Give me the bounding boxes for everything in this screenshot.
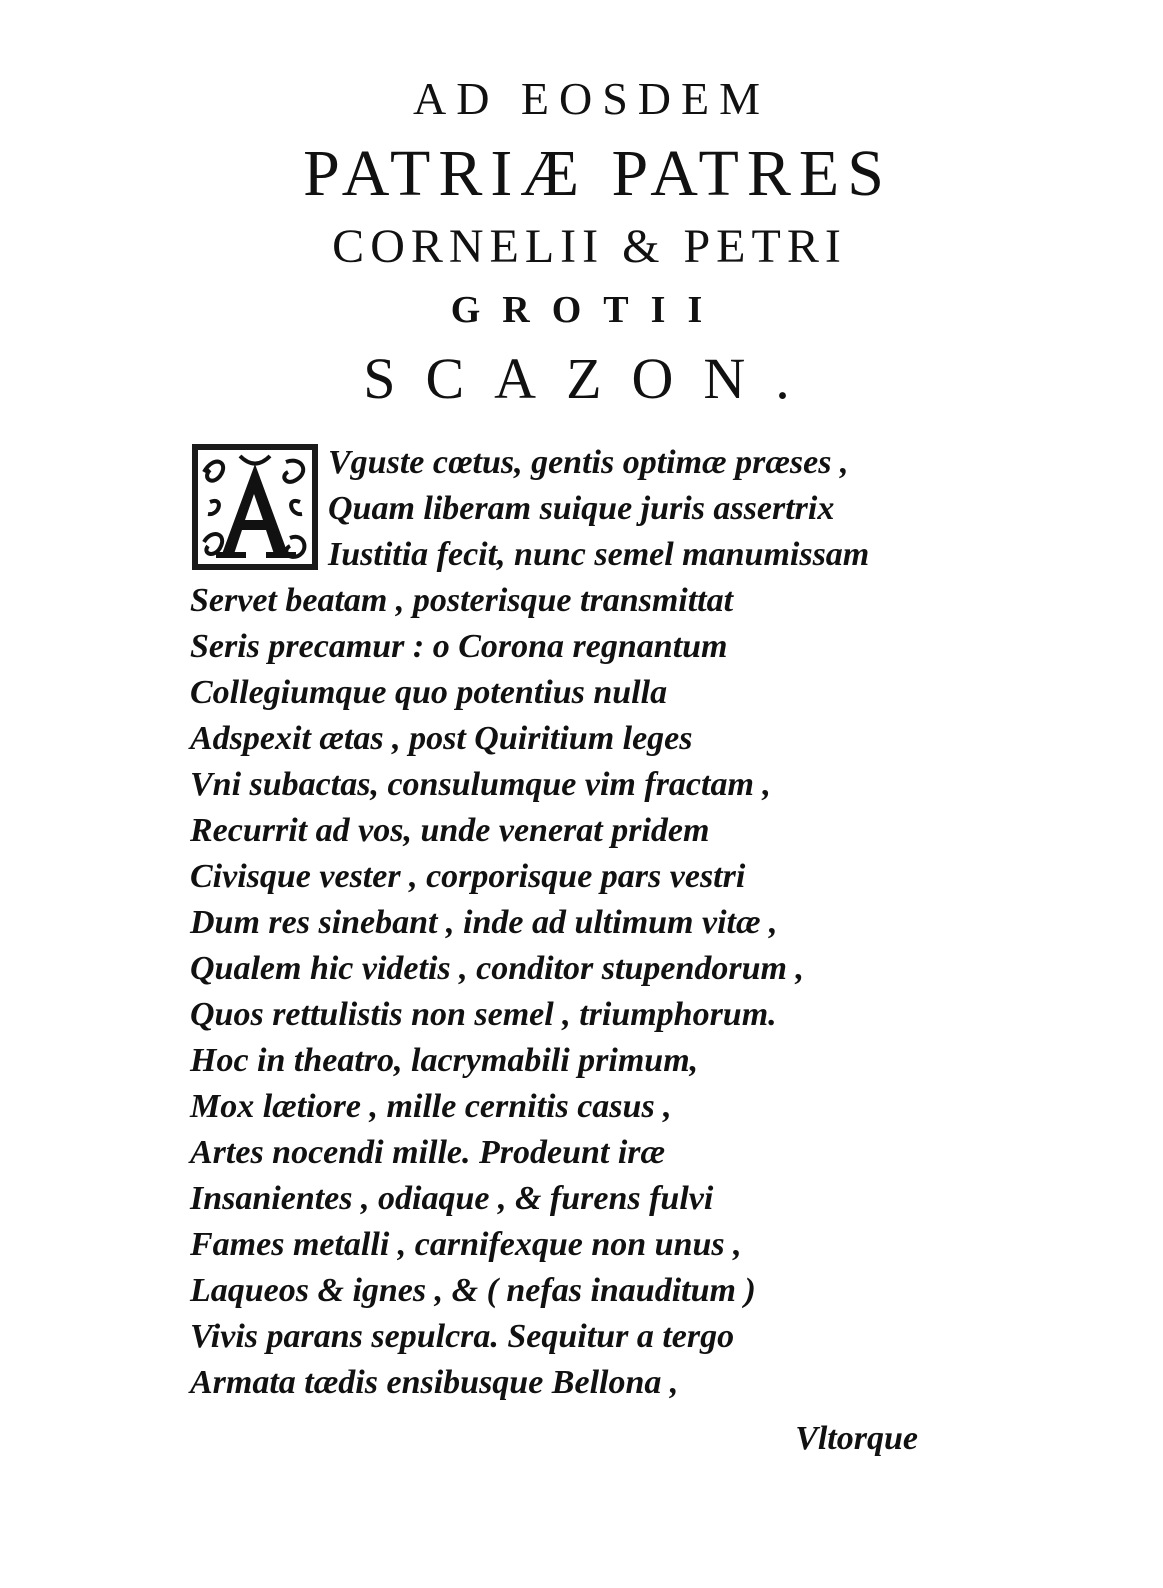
heading-line-4: GROTII [450, 289, 725, 331]
catchword: Vltorque [795, 1420, 918, 1457]
poem-line: Armata tædis ensibusque Bellona , [190, 1364, 679, 1401]
poem-line: Qualem hic videtis , conditor stupendorum , [190, 950, 804, 987]
heading-line-2: PATRIÆ PATRES [303, 137, 892, 210]
poem-line: Seris precamur : o Corona regnantum [190, 628, 728, 665]
poem-line: Hoc in theatro, lacrymabili primum, [190, 1042, 699, 1079]
poem-line: Recurrit ad vos, unde venerat pridem [190, 812, 710, 849]
poem-line: Artes nocendi mille. Prodeunt iræ [190, 1134, 666, 1171]
decorated-initial-icon [190, 442, 320, 572]
poem-line: Collegiumque quo potentius nulla [190, 674, 668, 711]
poem-line: Dum res sinebant , inde ad ultimum vitæ , [190, 904, 778, 941]
poem-line: Quam liberam suique juris assertrix [328, 490, 835, 527]
poem-line: Iustitia fecit, nunc semel manumissam [328, 536, 870, 573]
poem-line: Fames metalli , carnifexque non unus , [190, 1226, 742, 1263]
poem-line: Insanientes , odiaque , & furens fulvi [190, 1180, 714, 1217]
poem-body [190, 440, 930, 1406]
poem-line: Civisque vester , corporisque pars vestri [190, 858, 746, 895]
heading-line-1: AD EOSDEM [412, 73, 771, 124]
heading-line-3: CORNELII & PETRI [332, 220, 847, 273]
poem-line: Vivis parans sepulcra. Sequitur a tergo [190, 1318, 735, 1355]
poem-line: Vguste cœtus, gentis optimæ præses , [328, 444, 849, 481]
poem-line: Laqueos & ignes , & ( nefas inauditum ) [190, 1272, 756, 1309]
title-block [0, 64, 1163, 418]
poem-line: Vni subactas, consulumque vim fractam , [190, 766, 771, 803]
poem-line: Adspexit ætas , post Quiritium leges [190, 720, 693, 757]
poem-line: Servet beatam , posterisque transmittat [190, 582, 734, 619]
poem-line: Quos rettulistis non semel , triumphorum. [190, 996, 777, 1033]
poem-line: Mox lætiore , mille cernitis casus , [190, 1088, 672, 1125]
heading-line-5: SCAZON. [363, 346, 820, 411]
